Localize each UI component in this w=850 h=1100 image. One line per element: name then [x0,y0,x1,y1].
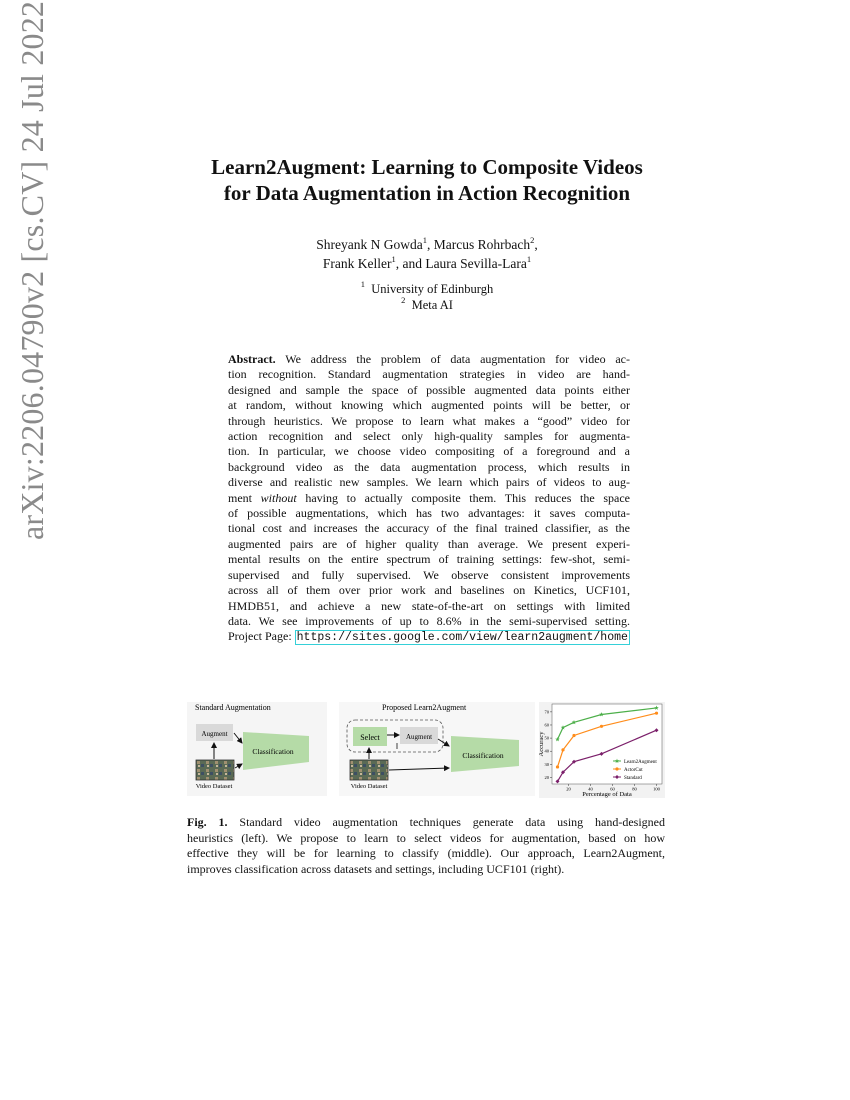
left-classification-label: Classification [252,747,294,756]
caption-line: heuristics (left). We propose to learn to select videos for augmentation, based on how [187,830,665,845]
y-tick-label: 30 [544,761,549,767]
author-1-sup: 1 [422,234,427,245]
y-tick-label: 20 [544,774,549,780]
abstract-line: designed and sample the space of possible augmented data points either [228,382,630,397]
abstract-line: of possible augmentations, which has two advantages: it saves computa- [228,506,630,521]
left-video-dataset-thumbnail [196,760,234,780]
abstract-line: tional cost and increases the accuracy of the final trained classifier, as the [228,521,630,536]
middle-dataset-label: Video Dataset [350,783,388,790]
project-page-link[interactable]: https://sites.google.com/view/learn2augment/home [296,631,628,645]
accuracy-chart [538,702,665,798]
caption-line: effective they will be for learning to classify (middle). Our approach, Learn2Augment, [187,846,665,860]
affiliations [250,278,604,313]
middle-classification-label: Classification [462,751,504,760]
abstract-text: having to actually composite them. This reduces the space [305,490,631,505]
abstract-line: tion. In particular, we choose video compositing of a foreground and a [228,444,630,459]
abstract-line: augmented pairs are of higher quality than average. We present experi- [228,536,630,551]
x-tick-label: 60 [610,786,615,792]
legend-label: ActorCut [624,767,643,773]
y-tick-label: 50 [544,735,549,741]
project-page-label: Project Page: [228,629,292,644]
y-tick-label: 60 [544,722,549,728]
author-list [200,235,654,273]
abstract-line-1 [228,352,630,367]
x-tick-label: 100 [653,786,660,792]
affiliation-2 [250,294,604,313]
select-label: Select [360,733,380,742]
figure-caption [187,815,665,877]
left-augment-label: Augment [201,730,228,738]
x-tick-label: 40 [588,786,593,792]
author-1: Shreyank N Gowda [316,237,423,252]
legend-label: Learn2Augment [624,759,657,765]
data-point [615,767,618,770]
x-tick-label: 80 [632,786,637,792]
caption-line: improves classification across datasets and settings, including UCF101 (right). [187,861,565,876]
abstract-text: ment [228,490,252,505]
affiliation-2-name: Meta AI [411,298,453,312]
author-2-sup: 2 [530,234,535,245]
abstract-line: at random, without knowing which augmented points will be better, or [228,398,630,413]
arxiv-identifier: arXiv:2206.04790v2 [cs.CV] 24 Jul 2022 [14,0,50,540]
figure-1 [187,696,665,806]
caption-text: Standard video augmentation techniques generate data using hand-designed [239,815,665,829]
title-line-2: for Data Augmentation in Action Recognition [223,181,631,205]
affiliation-2-sup: 2 [401,294,406,305]
left-panel-title: Standard Augmentation [195,703,271,712]
author-2: , Marcus Rohrbach [427,237,531,252]
middle-augment-label: Augment [405,733,433,741]
author-4: , and Laura Sevilla-Lara [395,256,527,271]
author-3-sup: 1 [391,253,396,264]
abstract-line: across all of them over prior work and baselines on Kinetics, UCF101, [228,583,630,598]
abstract-line: tion recognition. Standard augmentation strategies in video are hand- [228,367,630,382]
data-point [600,725,603,728]
chart-y-axis-label: Accuracy [538,731,545,757]
legend-label: Standard [624,775,642,781]
y-tick-label: 70 [544,709,549,715]
affiliation-1 [250,278,604,297]
abstract-line: through heuristics. We propose to learn what makes a “good” video for [228,413,630,428]
abstract-line-10 [228,491,630,506]
data-point [655,712,658,715]
y-tick-label: 40 [544,748,549,754]
middle-panel-title: Proposed Learn2Augment [382,703,467,712]
x-tick-label: 20 [566,786,571,792]
project-page-line [228,629,630,644]
abstract-line: HMDB51, and achieve a new state-of-the-art on settings with limited [228,598,630,613]
abstract-italic-word: without [260,490,297,505]
abstract [228,352,630,645]
abstract-line: diverse and realistic new samples. We learn which pairs of videos to aug- [228,475,630,490]
abstract-line: mental results on the entire spectrum of training settings: few-shot, semi- [228,552,630,567]
author-4-sup: 1 [526,253,532,264]
affiliation-1-name: University of Edinburgh [371,282,494,296]
abstract-line: data. We see improvements of up to 8.6% in the semi-supervised setting. [228,613,630,628]
data-point [561,748,564,751]
abstract-label: Abstract. [228,352,276,366]
author-3: Frank Keller [322,256,392,271]
affiliation-1-sup: 1 [360,278,365,289]
caption-label: Fig. 1. [187,815,228,829]
abstract-line: background video as the data augmentation process, which results in [228,459,630,474]
chart-x-axis-label: Percentage of Data [582,791,632,798]
left-dataset-label: Video Dataset [195,783,233,790]
paper-title [150,154,704,206]
abstract-line: supervised and fully supervised. We observe consistent improvements [228,567,630,582]
caption-line-1 [187,815,665,831]
abstract-text: We address the problem of data augmentation for video ac- [285,352,630,366]
data-point [572,734,575,737]
data-point [556,765,559,768]
middle-video-dataset-thumbnail [350,760,388,780]
author-2-tail: , [534,237,538,252]
title-line-1: Learn2Augment: Learning to Composite Videos [211,155,643,179]
abstract-line: action recognition and select only high-quality samples for augmenta- [228,429,630,444]
